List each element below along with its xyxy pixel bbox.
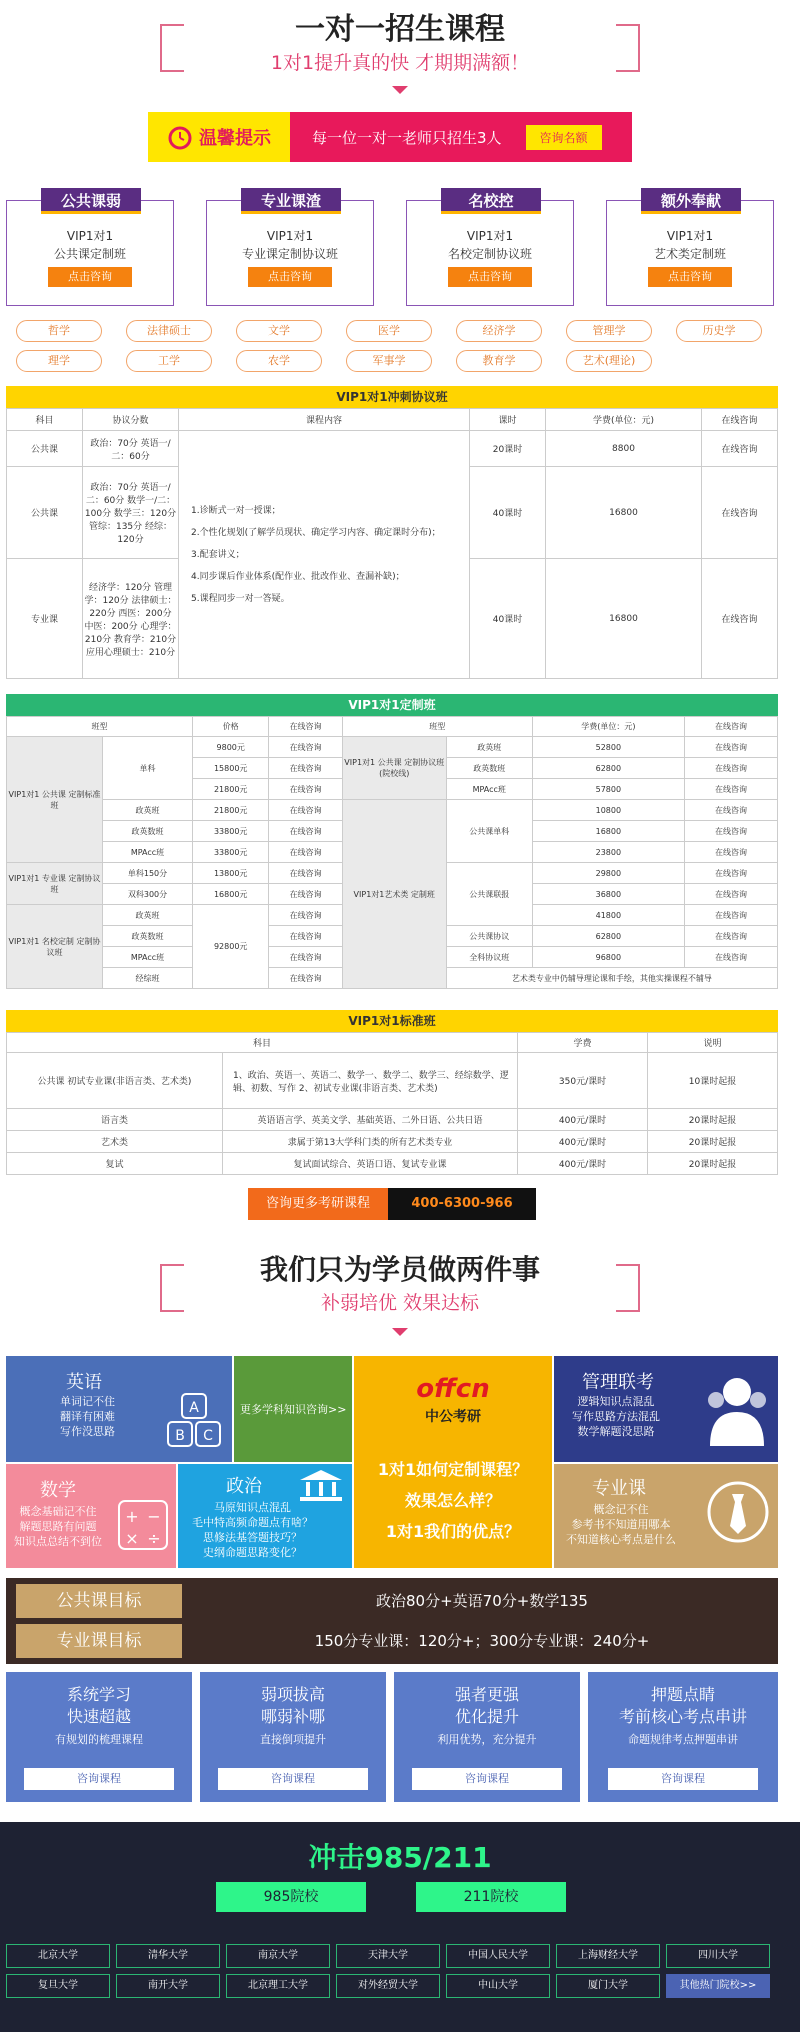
- politics-tile[interactable]: 政治 马原知识点混乱 毛中特高频命题点有啥？ 思修法基答题技巧？ 史纲命题思路变化？: [178, 1464, 352, 1568]
- card-line: VIP1对1: [466, 229, 514, 243]
- table-title: VIP1对1标准班: [6, 1010, 778, 1032]
- table-row: 公共课 初试专业课(非语言类、艺术类) 1、政治、英语一、英语二、数学一、数学二、数学三、经综数学、逻辑、初数、写作 2、初试专业课(非语言类、艺术类) 350元/课时 10课时起报: [7, 1053, 778, 1109]
- goals-panel: [6, 1578, 778, 1664]
- subject-pill[interactable]: 军事学: [346, 350, 432, 372]
- major-goal-text: 150分专业课：120分+；300分专业课：240分+: [314, 1632, 650, 1650]
- table-title: VIP1对1定制班: [6, 694, 778, 716]
- university-link[interactable]: 北京理工大学: [226, 1974, 330, 1998]
- feature-card: 弱项拔高 哪弱补哪 直接倒项提升 咨询课程: [200, 1672, 386, 1802]
- section-header: [160, 1250, 640, 1320]
- table-row: 艺术类 隶属于第13大学科门类的所有艺术类专业 400元/课时 20课时起报: [7, 1131, 778, 1153]
- notice-label: 温馨提示: [199, 128, 271, 149]
- tab-985[interactable]: 985院校: [216, 1882, 366, 1912]
- subject-pill[interactable]: 教育学: [456, 350, 542, 372]
- more-subjects-tile[interactable]: 更多学科知识咨询>>: [234, 1356, 352, 1462]
- card-line: VIP1对1: [266, 229, 314, 243]
- consult-course-button[interactable]: 咨询课程: [218, 1768, 368, 1790]
- sprint-protocol-table: VIP1对1冲刺协议班 科目 协议分数 课程内容 课时 学费(单位：元) 在线咨询 公共课 政治：70分 英语一/二：60分 1.诊断式一对一授课； 2.个性化规划(了解学员现状、确定学习内容、确定课时分布)； 3.配套讲义； 4.同步课后作业体系(配作业、批改作业、查漏补缺)； 5.课程同步一对一答疑。 20课时 8800 在线咨询 公共课 政治：70分 英语一/二：60分 数学一/二：100分 数学三：120分 管综：135分 经综：120分 40课时 16800 在线咨询 专业课 经济学：120分 管理学：120分 法律硕士：220分 西医：200分 中医：200分 心理学：210分 教育学：210分 应用心理硕士：210分 40课时 16800 在线咨询: [6, 386, 778, 679]
- arrow-down-icon: [392, 1328, 408, 1336]
- svg-text:−: −: [147, 1507, 161, 1526]
- alarm-clock-icon: [167, 124, 193, 150]
- svg-text:B: B: [175, 1428, 185, 1444]
- feature-card: 强者更强 优化提升 利用优势，充分提升 咨询课程: [394, 1672, 580, 1802]
- subject-pill[interactable]: 历史学: [676, 320, 762, 342]
- university-link[interactable]: 天津大学: [336, 1944, 440, 1968]
- university-link[interactable]: 厦门大学: [556, 1974, 660, 1998]
- more-universities-link[interactable]: 其他热门院校>>: [666, 1974, 770, 1998]
- table-title: VIP1对1冲刺协议班: [6, 386, 778, 408]
- card-line: 公共课定制班: [53, 247, 126, 261]
- university-link[interactable]: 四川大学: [666, 1944, 770, 1968]
- subject-pill[interactable]: 哲学: [16, 320, 102, 342]
- subject-pill[interactable]: 法律硕士: [126, 320, 212, 342]
- online-consult-link[interactable]: 在线咨询: [702, 559, 778, 679]
- card-line: 名校定制协议班: [447, 247, 532, 261]
- card-tag: 专业课渣: [241, 188, 341, 214]
- svg-text:C: C: [203, 1428, 213, 1444]
- consult-more-button[interactable]: 咨询更多考研课程: [248, 1188, 388, 1220]
- feature-card: 系统学习 快速超越 有规划的梳理课程 咨询课程: [6, 1672, 192, 1802]
- standard-class-table: VIP1对1标准班 科目 学费 说明 公共课 初试专业课(非语言类、艺术类) 1、政治、英语一、英语二、数学一、数学二、数学三、经综数学、逻辑、初数、写作 2、初试专业课(非语言类、艺术类) 350元/课时 10课时起报 语言类 英语语言学、英美文学、基础英语、二外日语、公共日语 400元/课时 20课时起报 艺术类 隶属于第13大学科门类的所有艺术类专业 400元/课时 20课时起报 复试 复试面试综合、英语口语、复试专业课 400元/课时 20课时起报: [6, 1010, 778, 1175]
- svg-text:×: ×: [125, 1529, 139, 1548]
- tab-211[interactable]: 211院校: [416, 1882, 566, 1912]
- card-tag: 公共课弱: [41, 188, 141, 214]
- university-link[interactable]: 中国人民大学: [446, 1944, 550, 1968]
- card-consult-button[interactable]: 点击咨询: [648, 267, 732, 287]
- table-row: 语言类 英语语言学、英美文学、基础英语、二外日语、公共日语 400元/课时 20课时起报: [7, 1109, 778, 1131]
- card-consult-button[interactable]: 点击咨询: [248, 267, 332, 287]
- major-goal-label: 专业课目标: [16, 1624, 182, 1658]
- card-tag: 名校控: [441, 188, 541, 214]
- calculator-icon: [118, 1500, 168, 1550]
- university-link[interactable]: 清华大学: [116, 1944, 220, 1968]
- subject-pill[interactable]: 管理学: [566, 320, 652, 342]
- table-row: 公共课 政治：70分 英语一/二：60分 1.诊断式一对一授课； 2.个性化规划(了解学员现状、确定学习内容、确定课时分布)； 3.配套讲义； 4.同步课后作业体系(配作业、批改作业、查漏补缺)； 5.课程同步一对一答疑。 20课时 8800 在线咨询: [7, 431, 778, 467]
- svg-text:÷: ÷: [147, 1529, 161, 1548]
- card-line: 艺术类定制班: [653, 247, 726, 261]
- subject-pill[interactable]: 医学: [346, 320, 432, 342]
- major-course-tile[interactable]: 专业课 概念记不住 参考书不知道用哪本 不知道核心考点是什么: [554, 1464, 778, 1568]
- subject-pill[interactable]: 艺术(理论): [566, 350, 652, 372]
- course-card: [206, 192, 374, 306]
- card-line: VIP1对1: [66, 229, 114, 243]
- english-tile[interactable]: 英语 单词记不住 翻译有困难 写作没思路 A B C: [6, 1356, 232, 1462]
- university-link[interactable]: 对外经贸大学: [336, 1974, 440, 1998]
- online-consult-link[interactable]: 在线咨询: [702, 467, 778, 559]
- subject-pill[interactable]: 文学: [236, 320, 322, 342]
- public-goal-label: 公共课目标: [16, 1584, 182, 1618]
- tie-icon: [706, 1480, 770, 1544]
- card-line: 专业课定制协议班: [241, 247, 338, 261]
- center-tile[interactable]: offcn 中公考研 1对1如何定制课程？ 效果怎么样？ 1对1我们的优点？: [354, 1356, 552, 1568]
- section-title: 我们只为学员做两件事: [259, 1253, 540, 1286]
- section-title: 冲击985/211: [308, 1841, 492, 1874]
- table-row: 公共课 政治：70分 英语一/二：60分 数学一/二：100分 数学三：120分 管综：135分 经综：120分 40课时 16800 在线咨询: [7, 467, 778, 559]
- university-link[interactable]: 中山大学: [446, 1974, 550, 1998]
- subject-pill[interactable]: 工学: [126, 350, 212, 372]
- notice-banner: [148, 112, 632, 162]
- card-consult-button[interactable]: 点击咨询: [448, 267, 532, 287]
- public-goal-text: 政治80分+英语70分+数学135: [376, 1592, 588, 1610]
- consult-course-button[interactable]: 咨询课程: [24, 1768, 174, 1790]
- card-line: VIP1对1: [666, 229, 714, 243]
- subject-pill[interactable]: 理学: [16, 350, 102, 372]
- university-link[interactable]: 南开大学: [116, 1974, 220, 1998]
- feature-card: 押题点睛 考前核心考点串讲 命题规律考点押题串讲 咨询课程: [588, 1672, 778, 1802]
- course-card: [606, 192, 774, 306]
- arrow-down-icon: [392, 86, 408, 94]
- svg-text:A: A: [189, 1400, 199, 1416]
- university-link[interactable]: 复旦大学: [6, 1974, 110, 1998]
- abc-blocks-icon: [166, 1392, 224, 1450]
- course-card: [406, 192, 574, 306]
- consult-course-button[interactable]: 咨询课程: [608, 1768, 758, 1790]
- table-row: 复试 复试面试综合、英语口语、复试专业课 400元/课时 20课时起报: [7, 1153, 778, 1175]
- page-subtitle: 1对1提升真的快 才期期满额！: [270, 52, 530, 74]
- card-consult-button[interactable]: 点击咨询: [48, 267, 132, 287]
- consult-bar: [248, 1188, 536, 1220]
- course-card: [6, 192, 174, 306]
- bracket-right: [616, 24, 640, 72]
- phone-number[interactable]: 400-6300-966: [388, 1188, 536, 1220]
- section-header: [160, 10, 640, 80]
- online-consult-link[interactable]: 在线咨询: [702, 431, 778, 467]
- section-subtitle: 补弱培优 效果达标: [320, 1292, 480, 1314]
- bracket-left: [160, 24, 184, 72]
- notice-text: 每一位一对一老师只招生3人: [312, 128, 502, 147]
- university-link[interactable]: 南京大学: [226, 1944, 330, 1968]
- consult-course-button[interactable]: 咨询课程: [412, 1768, 562, 1790]
- university-section: [0, 1822, 800, 2032]
- building-icon: [298, 1468, 344, 1502]
- consult-quota-button[interactable]: 咨询名额: [526, 125, 602, 150]
- users-icon: [704, 1370, 770, 1450]
- subject-pill[interactable]: 农学: [236, 350, 322, 372]
- card-tag: 额外奉献: [641, 188, 741, 214]
- custom-class-table: VIP1对1定制班 班型 价格 在线咨询 班型 学费(单位：元) 在线咨询 VIP1对1 公共课 定制标准班 单科 9800元 在线咨询 VIP1对1 公共课 定制协议班 (院校线) 政英班 52800 在线咨询 15800元 在线咨询 政英数班 62800 在线咨询 21800元 在线咨询 MPAcc班 57800 在线咨询 政英班 21800元 在线咨询 VIP1对1艺术类 定制班 公共课单科 10800 在线咨询 政英数班 33800元 在线咨询 16800 在线咨询 MPAcc班 33800元 在线咨询 23800 在线咨询 VIP1对1 专业课 定制协议班 单科150分 13800元 在线咨询 公共课联报 29800 在线咨询 双科300分 16800元 在线咨询 36800 在线咨询 VIP1对1 名校定制 定制协议班 政英班 92800元 在线咨询 41800 在线咨询 政英数班 在线咨询 公共课协议 62800 在线咨询 MPAcc班 在线咨询 全科协议班 96800 在线咨询 经综班 在线咨询 艺术类专业中仍辅导理论课和手绘，其他实操课程不辅导: [6, 694, 778, 989]
- university-link[interactable]: 上海财经大学: [556, 1944, 660, 1968]
- svg-text:+: +: [125, 1507, 139, 1526]
- offcn-logo: offcn: [416, 1374, 490, 1404]
- page-title: 一对一招生课程: [295, 12, 505, 47]
- management-tile[interactable]: 管理联考 逻辑知识点混乱 写作思路方法混乱 数学解题没思路: [554, 1356, 778, 1462]
- subject-pill[interactable]: 经济学: [456, 320, 542, 342]
- table-row: 专业课 经济学：120分 管理学：120分 法律硕士：220分 西医：200分 中医：200分 心理学：210分 教育学：210分 应用心理硕士：210分 40课时 16800 在线咨询: [7, 559, 778, 679]
- university-link[interactable]: 北京大学: [6, 1944, 110, 1968]
- math-tile[interactable]: 数学 概念基础记不住 解题思路有问题 知识点总结不到位 + − × ÷: [6, 1464, 176, 1568]
